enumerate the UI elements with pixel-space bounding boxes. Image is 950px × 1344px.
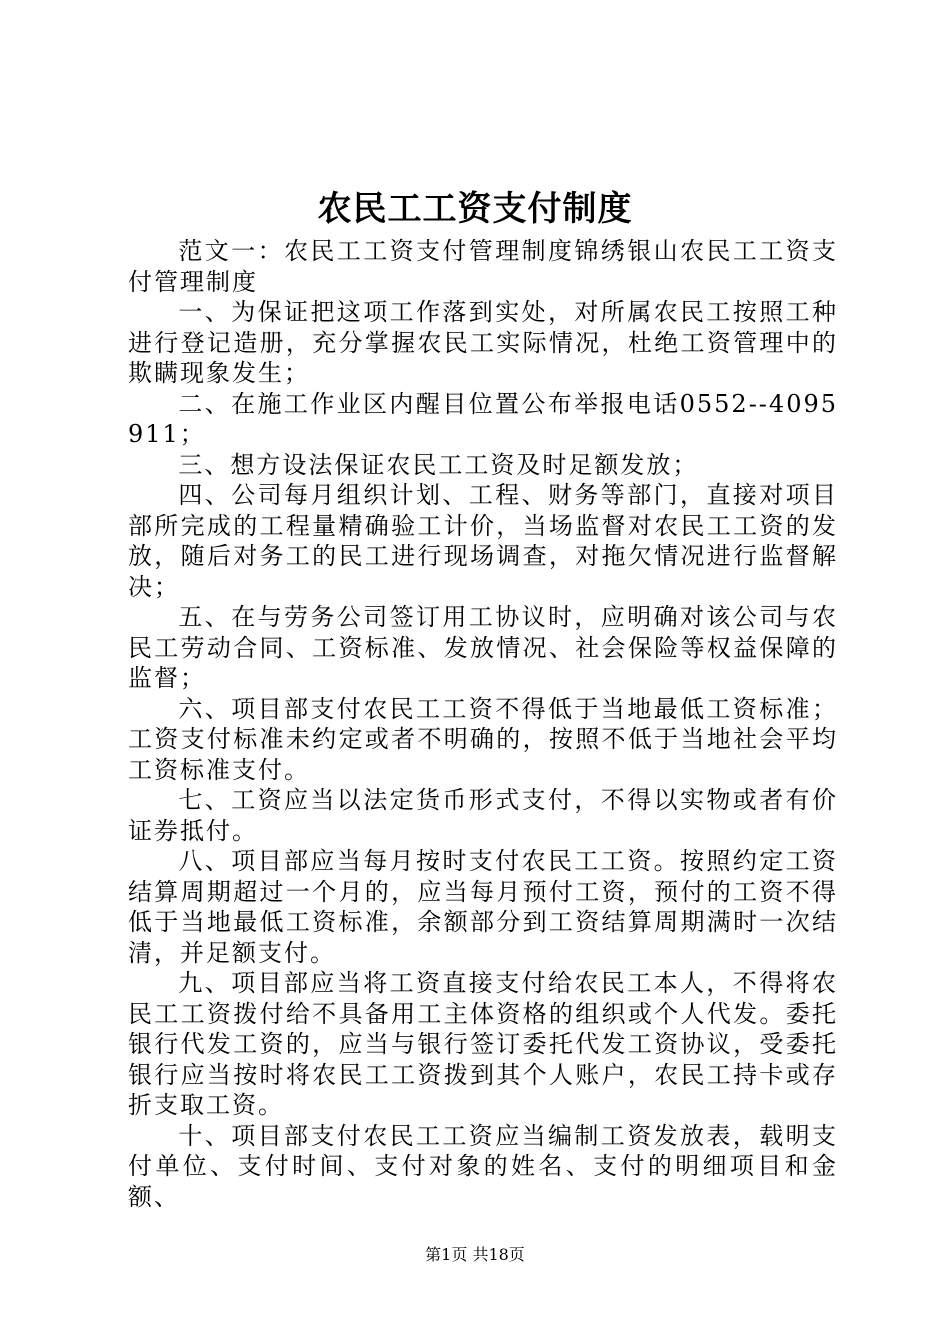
page-number-footer: 第1页 共18页 [425, 1245, 525, 1264]
paragraph-intro: 范文一：农民工工资支付管理制度锦绣银山农民工工资支付管理制度 [128, 237, 838, 296]
paragraph-3: 三、想方设法保证农民工工资及时足额发放； [178, 450, 699, 479]
paragraph-10: 十、项目部支付农民工工资应当编制工资发放表，载明支付单位、支付时间、支付对象的姓名、支付的明细项目和金额、 [128, 1121, 838, 1211]
paragraph-4: 四、公司每月组织计划、工程、财务等部门，直接对项目部所完成的工程量精确验工计价，当场监督对农民工工资的发放，随后对务工的民工进行现场调查，对拖欠情况进行监督解决； [128, 481, 838, 601]
paragraph-6: 六、项目部支付农民工工资不得低于当地最低工资标准；工资支付标准未约定或者不明确的，按照不低于当地社会平均工资标准支付。 [128, 694, 838, 784]
document-title: 农民工工资支付制度 [317, 189, 633, 229]
paragraph-7: 七、工资应当以法定货币形式支付，不得以实物或者有价证券抵付。 [128, 786, 838, 845]
paragraph-5: 五、在与劳务公司签订用工协议时，应明确对该公司与农民工劳动合同、工资标准、发放情况、社会保险等权益保障的监督； [128, 603, 838, 692]
paragraph-2: 二、在施工作业区内醒目位置公布举报电话0552--4095911； [128, 389, 838, 448]
paragraph-1: 一、为保证把这项工作落到实处，对所属农民工按照工种进行登记造册，充分掌握农民工实际情况，杜绝工资管理中的欺瞒现象发生； [128, 298, 838, 387]
document-body [128, 236, 838, 1212]
paragraph-8: 八、项目部应当每月按时支付农民工工资。按照约定工资结算周期超过一个月的，应当每月预付工资，预付的工资不得低于当地最低工资标准，余额部分到工资结算周期满时一次结清，并足额支付。 [128, 847, 838, 967]
paragraph-9: 九、项目部应当将工资直接支付给农民工本人，不得将农民工工资拨付给不具备用工主体资格的组织或个人代发。委托银行代发工资的，应当与银行签订委托代发工资协议，受委托银行应当按时将农民工工资拨到其个人账户，农民工持卡或存折支取工资。 [128, 969, 838, 1119]
